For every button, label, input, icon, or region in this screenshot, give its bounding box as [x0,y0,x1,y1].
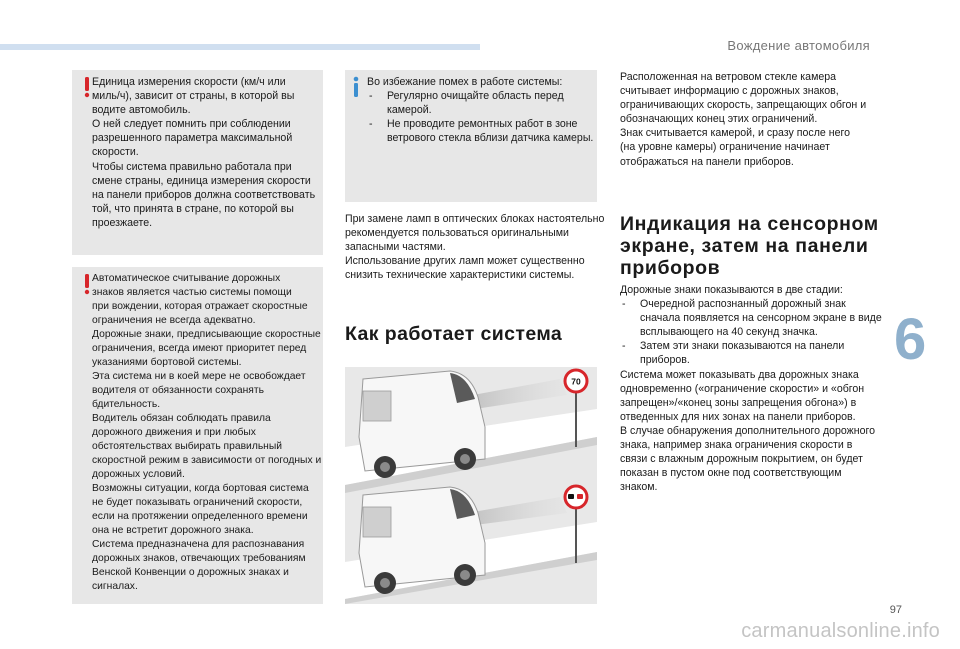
sign-pole [575,507,577,563]
list-item: - Регулярно очищайте область перед камерой. [367,89,595,117]
sign-pole [575,391,577,447]
top-accent-bar [0,44,480,50]
speed-limit-sign [565,370,587,392]
warning-box-unit [72,70,323,255]
warning-text: Автоматическое считывание дорожных знаков является частью системы помощи при вождении, которая отражает скоростные ограничения не всегда адекватно. Дорожные знаки, предписывающие скоростные ограничения, всегда имеют приоритет перед указаниями бортовой системы. Эта система ни в коей мере не освобождает водителя от обязанности сохранять бдительность. Водитель обязан соблюдать правила дорожного движения и при любых обстоятельствах выбирать правильный скоростной режим в зависимости от погодных и дорожных условий. Возможны ситуации, когда бортовая система не будет показывать ограничений скорости, если на протяжении определенного времени она не встретит дорожного знака. Система предназначена для распознавания дорожных знаков, отвечающих требованиям Венской Конвенции о дорожных знаках и сигналах. [92,273,322,592]
chapter-tab [894,305,930,375]
chapter-number: 6 [894,307,927,372]
watermark: carmanualsonline.info [741,620,940,642]
speed-limit-value: 70 [571,376,581,387]
indication-paragraph: Дорожные знаки показываются в две стадии: - Очередной распознанный дорожный знак сначала появляется на сенсорном экране в виде всплывающего на 40 секунд значка. - Затем эти знаки показываются на панели приборов. Система может показывать два дорожных знака одновременно («ограничение скорости» и «обгон запрещен»/«конец зоны запрещения обгона») в отведенных для них зонах на панели приборов. В случае обнаружения дополнительного дорожного знака, например знака ограничения скорости в связи с влажным дорожным покрытием, он будет показан в пустом окне под соответствующим знаком. [620,283,890,494]
camera-paragraph: Расположенная на ветровом стекле камера считывает информацию с дорожных знаков, ограничивающих скорость, запрещающих обгон и обозначающих конец этих ограничений. Знак считывается камерой, и сразу после него (на уровне камеры) ограничение начинает отображаться на панели приборов. [620,71,867,168]
warning-text: Единица измерения скорости (км/ч или миль/ч), зависит от страны, в которой вы водите автомобиль. О ней следует помнить при соблюдении разрешенного параметра максимальной скорости. Чтобы система правильно работала при смене страны, единица измерения скорости на панели приборов должна соответствовать той, что принята в стране, по которой вы проезжаете. [92,76,316,229]
no-overtaking-sign [565,486,587,508]
list-item: - Не проводите ремонтных работ в зоне ветрового стекла вблизи датчика камеры. [367,117,595,145]
van-illustration [359,371,485,478]
heading-indication: Индикация на сенсорном экране, затем на панели приборов [620,213,879,279]
heading-how-it-works: Как работает система [345,323,563,345]
van-camera-illustration [345,367,597,604]
info-icon [349,76,363,98]
list-item: - Затем эти знаки показываются на панели приборов. [620,339,890,367]
list-item: - Очередной распознанный дорожный знак сначала появляется на сенсорном экране в виде всплывающего на 40 секунд значка. [620,297,890,339]
page-number: 97 [889,604,902,616]
lamps-paragraph: При замене ламп в оптических блоках настоятельно рекомендуется пользоваться оригинальными запасными частями. Использование других ламп может существенно снизить технические характеристики системы. [345,213,605,282]
info-text: Во избежание помех в работе системы: - Регулярно очищайте область перед камерой. - Не проводите ремонтных работ в зоне ветрового стекла вблизи датчика камеры. [367,75,595,145]
van-illustration [359,487,485,594]
info-box [345,70,597,202]
section-title: Вождение автомобиля [727,38,870,53]
warning-box-assist [72,267,323,604]
